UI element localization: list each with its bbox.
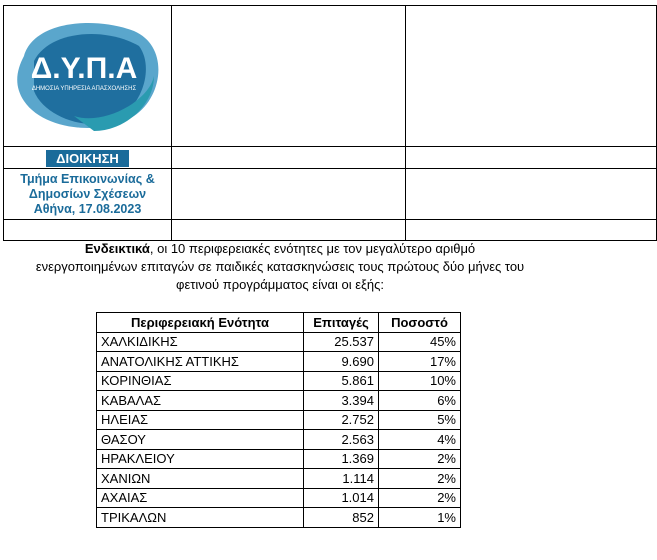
vouchers-cell: 2.563 — [304, 430, 379, 450]
date-line: Αθήνα, 17.08.2023 — [33, 201, 142, 216]
column-header: Ποσοστό — [379, 313, 461, 333]
vouchers-cell: 1.369 — [304, 449, 379, 469]
vouchers-cell: 1.014 — [304, 488, 379, 508]
vouchers-cell: 3.394 — [304, 391, 379, 411]
department-line: Τμήμα Επικοινωνίας & — [20, 171, 155, 186]
svg-text:ΔΗΜΟΣΙΑ ΥΠΗΡΕΣΙΑ ΑΠΑΣΧΟΛΗΣΗΣ: ΔΗΜΟΣΙΑ ΥΠΗΡΕΣΙΑ ΑΠΑΣΧΟΛΗΣΗΣ — [31, 86, 137, 92]
vouchers-cell: 5.861 — [304, 371, 379, 391]
table-row — [97, 410, 461, 430]
percent-cell: 6% — [379, 391, 461, 411]
vouchers-cell: 852 — [304, 508, 379, 528]
table-row — [97, 391, 461, 411]
region-cell: ΧΑΝΙΩΝ — [97, 469, 304, 489]
vouchers-cell: 2.752 — [304, 410, 379, 430]
letterhead-table — [3, 5, 657, 241]
table-row — [97, 488, 461, 508]
vouchers-cell: 1.114 — [304, 469, 379, 489]
intro-text: φετινού προγράμματος είναι οι εξής: — [176, 277, 384, 292]
intro-text: , οι 10 περιφερειακές ενότητες με τον μεγαλύτερο αριθμό — [149, 241, 476, 256]
vouchers-cell: 25.537 — [304, 332, 379, 352]
region-cell: ΧΑΛΚΙΔΙΚΗΣ — [97, 332, 304, 352]
percent-cell: 1% — [379, 508, 461, 528]
column-header: Επιταγές — [304, 313, 379, 333]
table-row — [97, 449, 461, 469]
svg-text:Δ.Υ.Π.Α: Δ.Υ.Π.Α — [30, 52, 138, 85]
department-line: Δημοσίων Σχέσεων — [28, 186, 147, 201]
region-cell: ΚΟΡΙΝΘΙΑΣ — [97, 371, 304, 391]
region-cell: ΑΝΑΤΟΛΙΚΗΣ ΑΤΤΙΚΗΣ — [97, 352, 304, 372]
table-row — [97, 508, 461, 528]
intro-paragraph — [0, 240, 560, 294]
percent-cell: 2% — [379, 449, 461, 469]
percent-cell: 45% — [379, 332, 461, 352]
intro-text: ενεργοποιημένων επιταγών σε παιδικές κατασκηνώσεις τους πρώτους δύο μήνες του — [35, 259, 525, 274]
dioikisi-badge: ΔΙΟΙΚΗΣΗ — [46, 150, 129, 167]
table-row — [97, 352, 461, 372]
percent-cell: 4% — [379, 430, 461, 450]
region-cell: ΑΧΑΙΑΣ — [97, 488, 304, 508]
percent-cell: 10% — [379, 371, 461, 391]
table-row — [97, 430, 461, 450]
column-header: Περιφερειακή Ενότητα — [97, 313, 304, 333]
percent-cell: 17% — [379, 352, 461, 372]
region-cell: ΤΡΙΚΑΛΩΝ — [97, 508, 304, 528]
regions-table — [96, 312, 461, 528]
table-row — [97, 371, 461, 391]
department-cell — [4, 169, 172, 220]
percent-cell: 2% — [379, 469, 461, 489]
intro-bold: Ενδεικτικά — [84, 241, 150, 256]
logo-cell — [4, 6, 172, 147]
percent-cell: 5% — [379, 410, 461, 430]
table-row — [97, 469, 461, 489]
percent-cell: 2% — [379, 488, 461, 508]
region-cell: ΗΡΑΚΛΕΙΟΥ — [97, 449, 304, 469]
region-cell: ΚΑΒΑΛΑΣ — [97, 391, 304, 411]
dypa-logo — [4, 6, 171, 146]
vouchers-cell: 9.690 — [304, 352, 379, 372]
table-row — [97, 332, 461, 352]
region-cell: ΘΑΣΟΥ — [97, 430, 304, 450]
region-cell: ΗΛΕΙΑΣ — [97, 410, 304, 430]
